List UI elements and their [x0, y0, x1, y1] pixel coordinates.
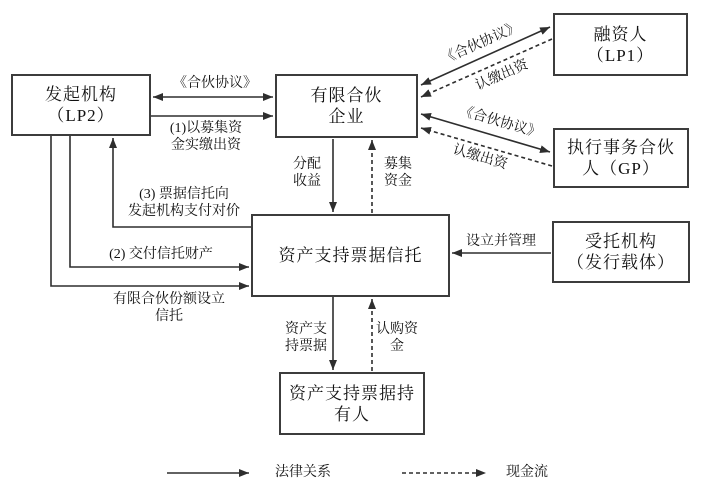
box-partnership-line1: 有限合伙 — [310, 86, 383, 105]
label-setup-and-manage: 设立并管理 — [466, 234, 536, 249]
label-purchase-funds: 认购资 金 — [376, 322, 418, 354]
legend-cash-flow-label: 现金流 — [506, 465, 548, 480]
box-partnership-line2: 企业 — [328, 107, 365, 126]
label-partnership-agreement-gp: 《合伙协议》 — [457, 103, 543, 142]
box-financier-line1: 融资人 — [593, 24, 648, 44]
legend-legal-relation-label: 法律关系 — [275, 465, 331, 480]
label-partnership-agreement-lp1: 《合伙协议》 — [439, 19, 523, 68]
box-trust-line1: 资产支持票据信托 — [278, 246, 423, 265]
box-abn-trust — [251, 214, 450, 297]
box-sponsor-line1: 发起机构 — [45, 85, 117, 104]
box-note-holders — [279, 372, 425, 435]
label-pay-consideration-3: (3) 票据信托向 发起机构支付对价 — [128, 187, 240, 219]
label-distribute-income: 分配 收益 — [293, 157, 321, 189]
box-sponsor-lp2 — [11, 74, 151, 136]
box-sponsor-line2: （LP2） — [47, 106, 115, 125]
box-financier-lp1 — [553, 13, 688, 76]
label-lp-share-trust-setup: 有限合伙份额设立 信托 — [113, 292, 225, 324]
label-deliver-trust-property-2: (2) 交付信托财产 — [109, 247, 213, 262]
label-partnership-agreement-top: 《合伙协议》 — [173, 76, 257, 91]
label-subscribe-capital-lp1: 认缴出资 — [473, 57, 531, 94]
label-subscribe-capital-gp: 认缴出资 — [451, 142, 509, 173]
box-gp-line2: 人（GP） — [582, 159, 660, 178]
label-raise-funds: 募集 资金 — [384, 157, 412, 189]
label-abn-notes: 资产支 持票据 — [285, 322, 327, 354]
box-general-partner — [553, 128, 689, 188]
box-gp-line1: 执行事务合伙 — [567, 138, 675, 157]
label-contribute-capital-1: (1)以募集资 金实缴出资 — [169, 121, 243, 153]
box-trustee — [552, 221, 690, 283]
box-holders-line2: 有人 — [334, 404, 370, 424]
box-trustee-line2: （发行载体） — [567, 253, 675, 272]
box-financier-line2: （LP1） — [586, 45, 655, 65]
box-limited-partnership — [275, 74, 418, 138]
box-trustee-line1: 受托机构 — [585, 232, 657, 251]
box-holders-line1: 资产支持票据持 — [289, 383, 415, 403]
